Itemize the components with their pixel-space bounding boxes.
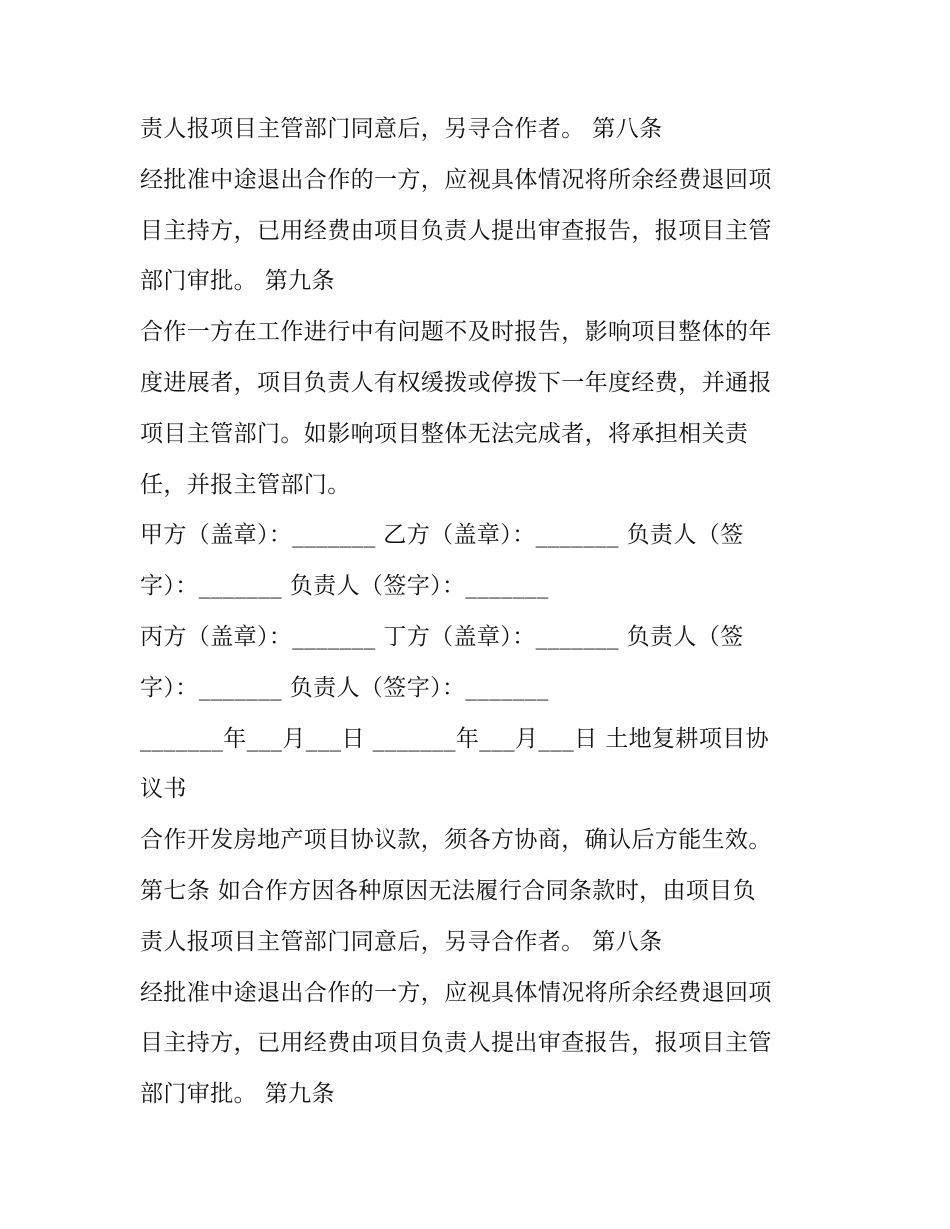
text-line: 目主持方，已用经费由项目负责人提出审查报告，报项目主管: [140, 1030, 772, 1057]
text-line: 度进展者，项目负责人有权缓拨或停拨下一年度经费，并通报: [140, 369, 772, 396]
text-line: 第七条 如合作方因各种原因无法履行合同条款时，由项目负: [140, 877, 757, 904]
text-line: 目主持方，已用经费由项目负责人提出审查报告，报项目主管: [140, 217, 772, 244]
date-line: _______年___月___日 _______年___月___日 土地复耕项目协: [140, 725, 770, 752]
text-line: 经批准中途退出合作的一方，应视具体情况将所余经费退回项: [140, 166, 772, 193]
document-body: [140, 104, 830, 1120]
text-line: 部门审批。 第九条: [140, 1081, 335, 1108]
text-line: 责人报项目主管部门同意后，另寻合作者。 第八条: [140, 116, 663, 142]
text-line: 合作一方在工作进行中有问题不及时报告，影响项目整体的年: [140, 319, 772, 346]
text-line: 部门审批。 第九条: [140, 268, 335, 295]
text-line: 项目主管部门。如影响项目整体无法完成者，将承担相关责: [140, 420, 749, 447]
text-line: 责人报项目主管部门同意后，另寻合作者。 第八条: [140, 928, 663, 955]
signature-line: 字）：_______ 负责人（签字）：_______: [140, 573, 549, 600]
text-line: 任，并报主管部门。: [140, 471, 351, 498]
signature-line: 丙方（盖章）：_______ 丁方（盖章）：_______ 负责人（签: [140, 623, 744, 650]
text-line: 议书: [140, 776, 187, 803]
signature-line: 甲方（盖章）：_______ 乙方（盖章）：_______ 负责人（签: [140, 522, 744, 549]
text-line: 合作开发房地产项目协议款，须各方协商，确认后方能生效。: [140, 827, 772, 854]
text-line: 经批准中途退出合作的一方，应视具体情况将所余经费退回项: [140, 979, 772, 1006]
signature-line: 字）：_______ 负责人（签字）：_______: [140, 674, 549, 701]
